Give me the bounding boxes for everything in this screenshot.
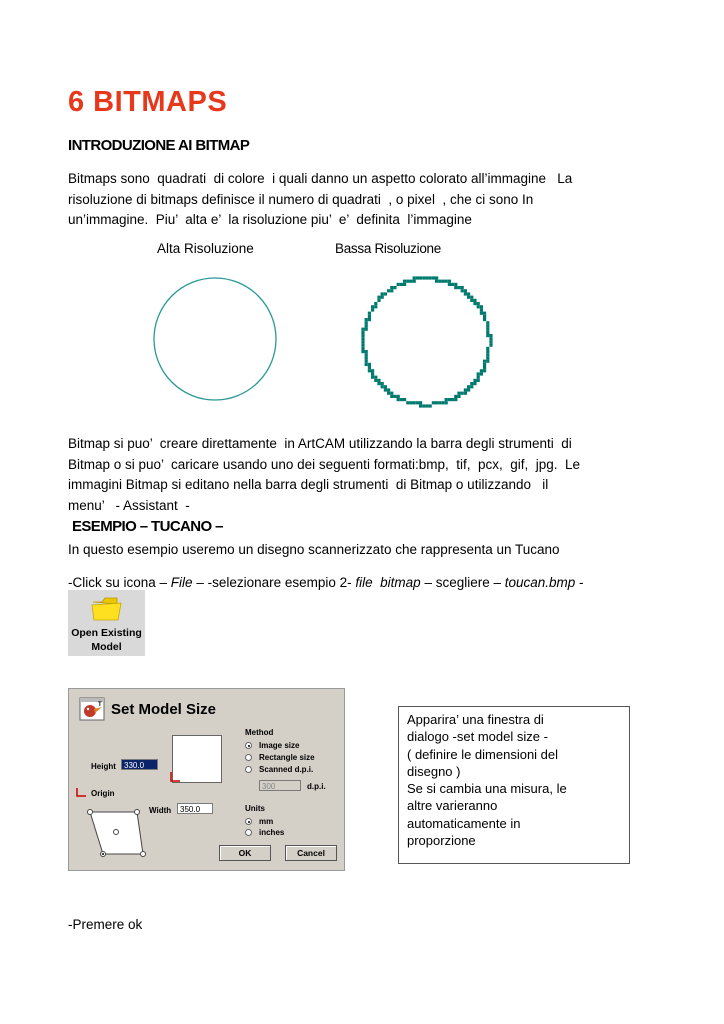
ok-button[interactable]: OK [219, 845, 271, 861]
radio-mm[interactable] [245, 818, 252, 825]
radio-image-size[interactable] [245, 742, 252, 749]
note-line: automaticamente in [407, 815, 521, 831]
note-line: altre varieranno [407, 798, 498, 814]
radio-rectangle-size[interactable] [245, 754, 252, 761]
intro-line: Bitmaps sono quadrati di colore i quali danno un aspetto colorato all’immagine La [68, 171, 573, 186]
file-bitmap-ref: file bitmap [355, 575, 421, 590]
section-title-example: ESEMPIO – TUCANO – [72, 518, 223, 535]
origin-label: Origin [91, 789, 115, 798]
units-label: Units [245, 804, 265, 813]
bitmap-line: menu’ - Assistant - [68, 497, 190, 513]
note-line: disegno ) [407, 763, 461, 779]
intro-line: un’immagine. Piu’ alta e’ la risoluzione piu’ e’ definita l’immagine [68, 212, 472, 227]
method-option: Rectangle size [259, 753, 315, 762]
note-line: dialogo -set model size - [407, 729, 548, 745]
unit-option: mm [259, 817, 274, 826]
dialog-title: Set Model Size [111, 701, 217, 718]
open-existing-model-button[interactable] [68, 590, 145, 656]
caption-low-resolution: Bassa Risoluzione [335, 241, 441, 256]
low-resolution-pixel-circle [355, 270, 495, 410]
click-instruction [68, 573, 668, 594]
label-line: Model [91, 641, 122, 653]
origin-icon [75, 787, 89, 799]
height-input[interactable]: 330.0 [121, 759, 158, 770]
bitmap-line: immagini Bitmap si editano nella barra degli strumenti di Bitmap o utilizzando il [68, 477, 549, 492]
section-title-intro: INTRODUZIONE AI BITMAP [68, 137, 250, 154]
bitmap-line: Bitmap si puo’ creare direttamente in ArtCAM utilizzando la barra degli strumenti di [68, 436, 572, 451]
radio-inches[interactable] [245, 829, 252, 836]
label-line: Open Existing [71, 627, 142, 639]
note-line: ( definire le dimensioni del [407, 746, 559, 762]
width-input[interactable]: 350.0 [177, 803, 213, 814]
method-option: Scanned d.p.i. [259, 765, 314, 774]
file-menu-ref: File [170, 575, 193, 590]
dialog-note-box [398, 706, 630, 864]
example-line: In questo esempio useremo un disegno scannerizzato che rappresenta un Tucano [68, 542, 560, 557]
click-text: -Click su icona – [68, 575, 171, 590]
page-heading: 6 BITMAPS [68, 86, 228, 118]
set-model-size-dialog [68, 688, 345, 871]
folder-icon [90, 593, 124, 623]
radio-scanned-dpi[interactable] [245, 766, 252, 773]
click-text: - [575, 575, 584, 590]
caption-high-resolution: Alta Risoluzione [157, 241, 254, 256]
origin-selector[interactable] [83, 804, 147, 862]
height-label: Height [91, 762, 116, 771]
note-line: proporzione [407, 833, 476, 849]
intro-line: risoluzione di bitmaps definisce il numero di quadrati , o pixel , che ci sono In [68, 191, 534, 207]
click-text: – -selezionare esempio 2- [192, 575, 356, 590]
toucan-file-ref: toucan.bmp [504, 575, 576, 590]
open-existing-model-label [68, 626, 145, 654]
method-option: Image size [259, 741, 300, 750]
svg-text:T: T [98, 702, 102, 708]
width-label: Width [149, 806, 172, 815]
final-instruction: -Premere ok [68, 917, 143, 932]
unit-option: inches [259, 828, 285, 837]
cancel-button[interactable]: Cancel [285, 845, 337, 861]
note-line: Apparira’ una finestra di [407, 712, 544, 727]
dpi-input[interactable]: 300 [259, 780, 301, 791]
bitmap-paragraph [68, 434, 658, 516]
bitmap-line: Bitmap o si puo’ caricare usando uno dei seguenti formati:bmp, tif, pcx, gif, jpg. Le [68, 456, 581, 472]
dpi-label: d.p.i. [307, 782, 326, 791]
intro-paragraph [68, 169, 648, 231]
origin-marker-icon [169, 771, 183, 785]
toucan-app-icon [79, 697, 107, 723]
method-label: Method [245, 728, 274, 737]
note-line: Se si cambia una misura, le [407, 781, 567, 797]
click-text: – scegliere – [420, 575, 505, 590]
high-resolution-circle [150, 275, 280, 405]
